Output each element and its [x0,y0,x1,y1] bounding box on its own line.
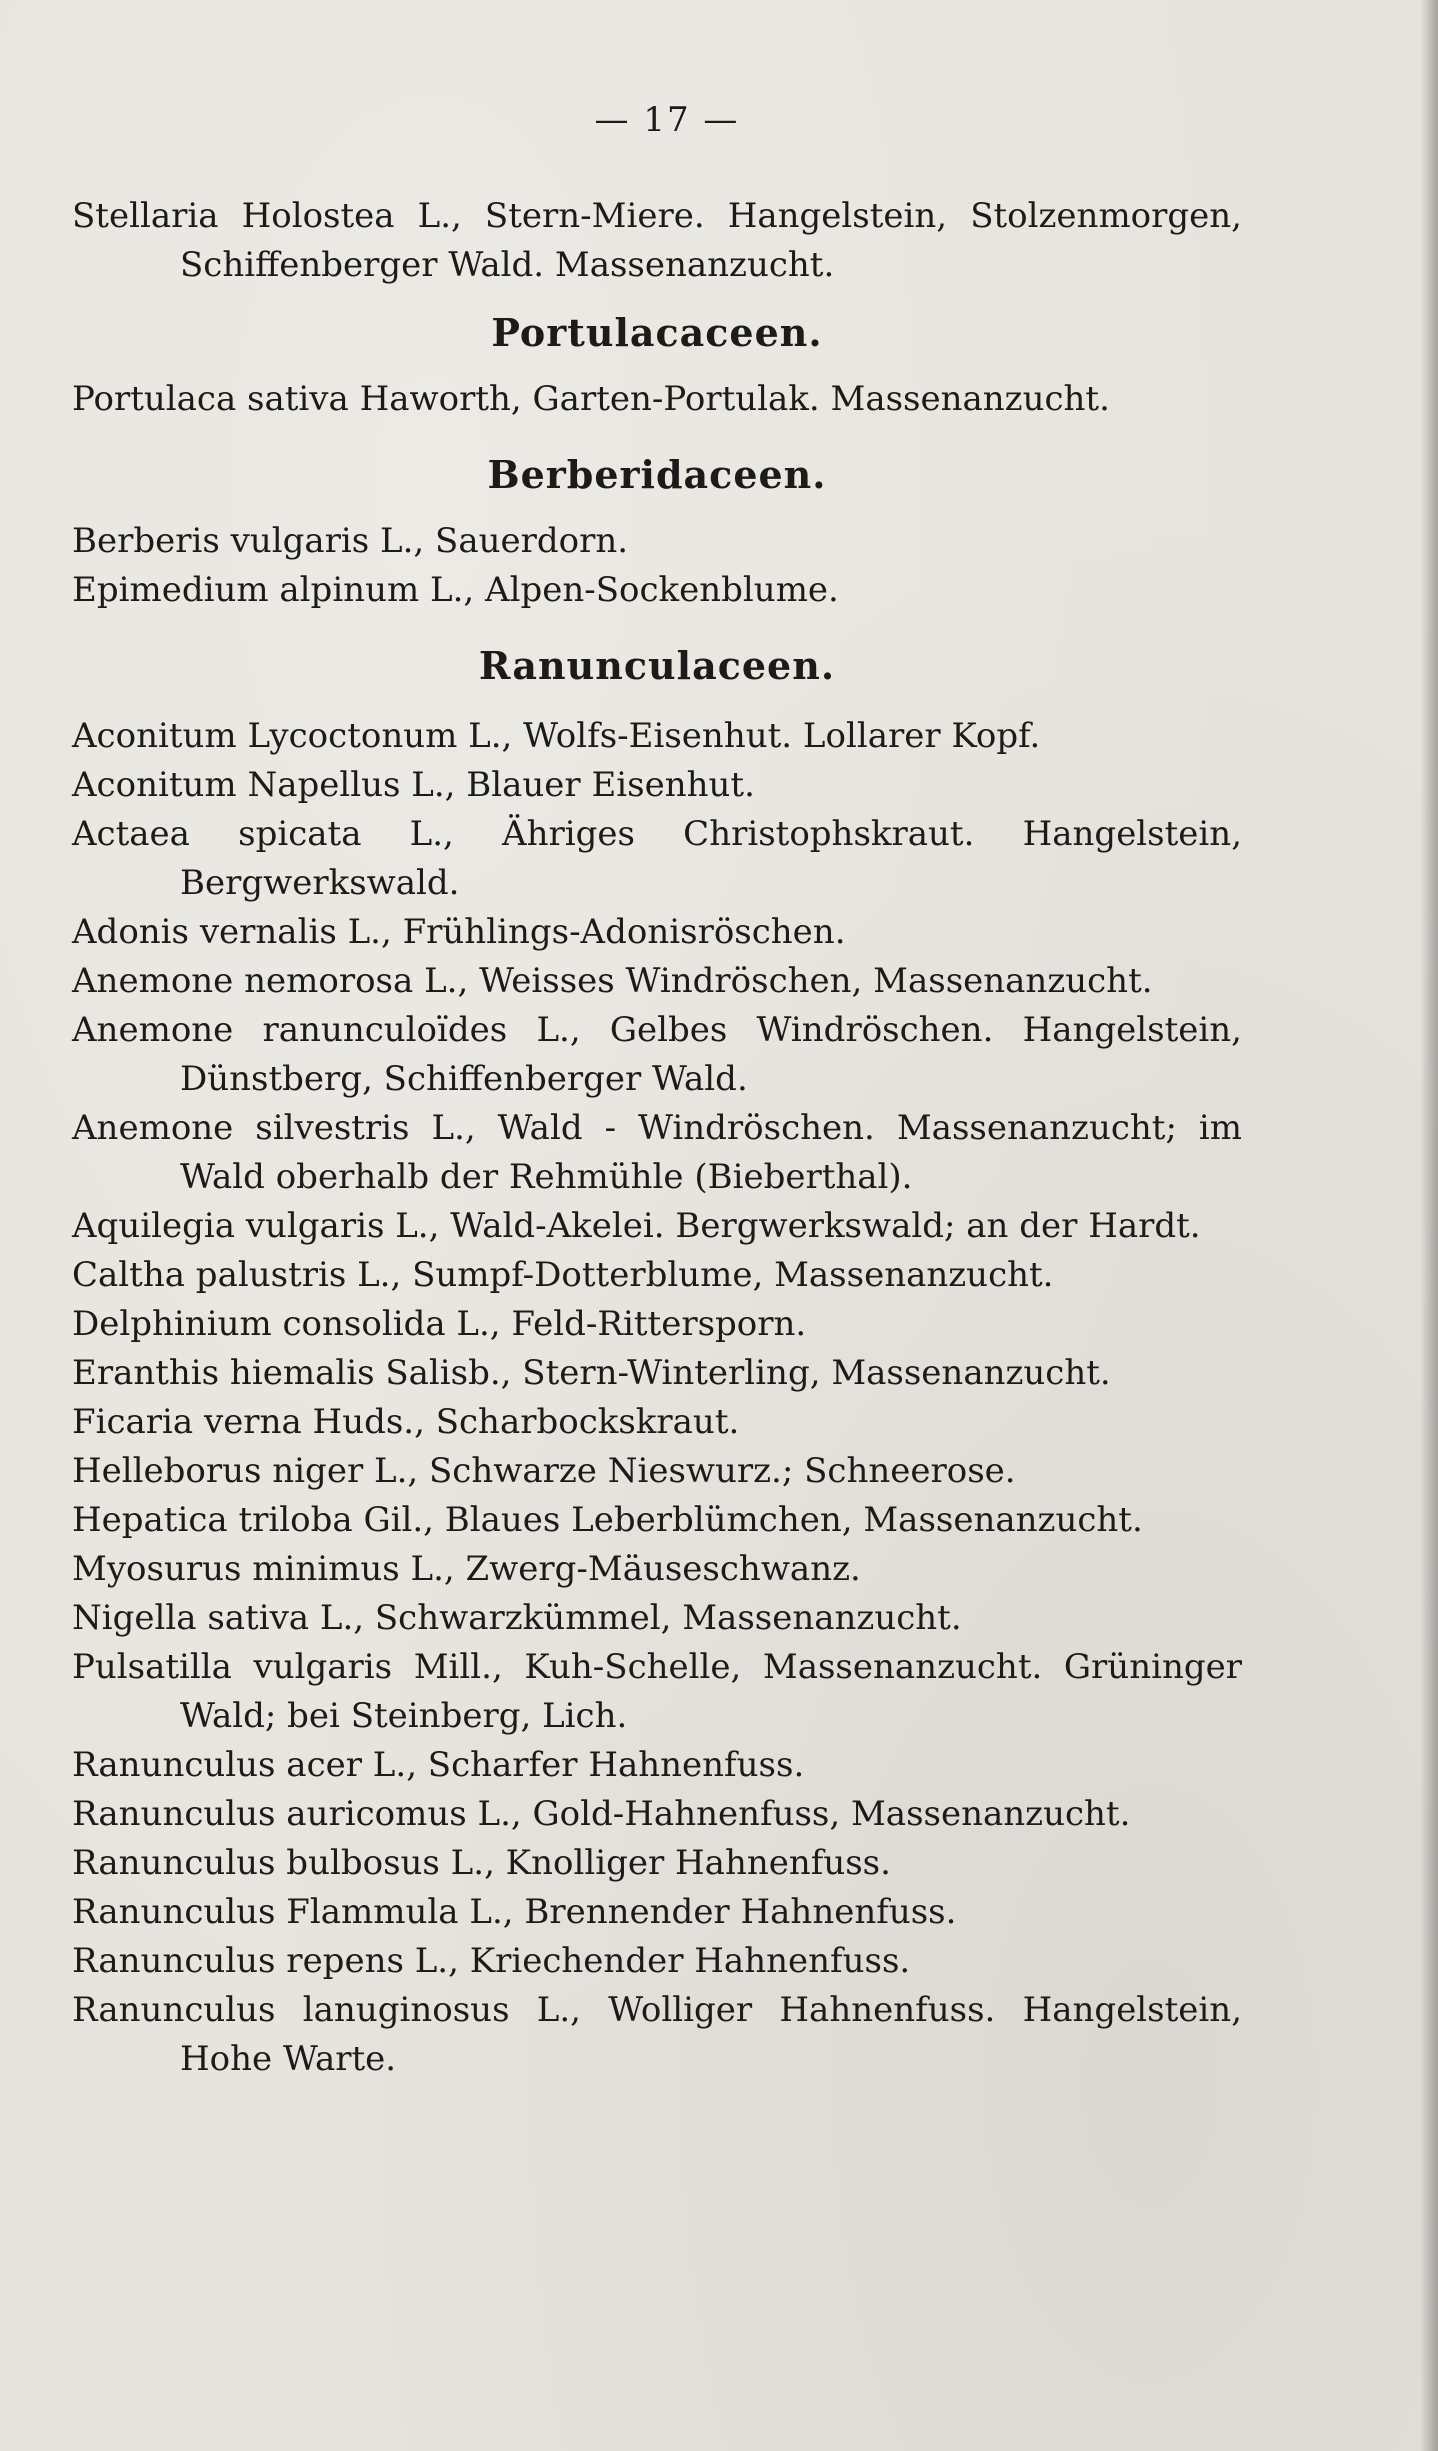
section-berberidaceen [72,452,1242,615]
section-ranunculaceen [72,643,1242,2084]
page-edge-shadow [1420,0,1438,2451]
entry: Caltha palustris L., Sumpf-Dotterblume, Massenanzucht. [72,1255,1054,1295]
entry: Anemone silvestris L., Wald - Windröschen. Massenanzucht; im Wald oberhalb der Rehmühle (Bieberthal). [72,1108,1242,1197]
entry: Anemone ranunculoïdes L., Gelbes Windröschen. Hangelstein, Dünstberg, Schiffenberger Wald. [72,1010,1242,1099]
entry: Portulaca sativa Haworth, Garten-Portulak. Massenanzucht. [72,379,1110,419]
entry: Eranthis hiemalis Salisb., Stern-Winterling, Massenanzucht. [72,1353,1111,1393]
entry: Nigella sativa L., Schwarzkümmel, Massenanzucht. [72,1598,962,1638]
entry: Aconitum Lycoctonum L., Wolfs-Eisenhut. Lollarer Kopf. [72,716,1041,756]
entry: Ranunculus Flammula L., Brennender Hahnenfuss. [72,1892,957,1932]
entry: Ranunculus lanuginosus L., Wolliger Hahnenfuss. Hangelstein, Hohe Warte. [72,1990,1242,2079]
entry: Epimedium alpinum L., Alpen-Sockenblume. [72,570,839,610]
entry: Actaea spicata L., Ähriges Christophskraut. Hangelstein, Bergwerkswald. [72,814,1242,903]
entry: Delphinium consolida L., Feld-Rittersporn. [72,1304,807,1344]
section-heading: Portulacaceen. [491,310,823,355]
entry: Adonis vernalis L., Frühlings-Adonisröschen. [72,912,846,952]
entry: Berberis vulgaris L., Sauerdorn. [72,521,629,561]
entry: Stellaria Holostea L., Stern-Miere. Hangelstein, Stolzenmorgen, Schiffenberger Wald. Massenanzucht. [72,196,1242,285]
intro-entries [72,192,1242,290]
entry: Ficaria verna Huds., Scharbockskraut. [72,1402,740,1442]
section-heading: Ranunculaceen. [478,643,836,688]
entry: Ranunculus bulbosus L., Knolliger Hahnenfuss. [72,1843,891,1883]
section-portulacaceen [72,310,1242,424]
entry: Pulsatilla vulgaris Mill., Kuh-Schelle, Massenanzucht. Grüninger Wald; bei Steinberg, Lich. [72,1647,1242,1736]
entry: Ranunculus auricomus L., Gold-Hahnenfuss, Massenanzucht. [72,1794,1131,1834]
entry: Ranunculus repens L., Kriechender Hahnenfuss. [72,1941,911,1981]
entry: Hepatica triloba Gil., Blaues Leberblümchen, Massenanzucht. [72,1500,1143,1540]
entry: Anemone nemorosa L., Weisses Windröschen, Massenanzucht. [72,961,1153,1001]
entry: Myosurus minimus L., Zwerg-Mäuseschwanz. [72,1549,861,1589]
section-heading: Berberidaceen. [487,452,827,497]
entry: Aquilegia vulgaris L., Wald-Akelei. Bergwerkswald; an der Hardt. [72,1206,1201,1246]
entry: Aconitum Napellus L., Blauer Eisenhut. [72,765,755,805]
entry: Ranunculus acer L., Scharfer Hahnenfuss. [72,1745,805,1785]
entry: Helleborus niger L., Schwarze Nieswurz.; Schneerose. [72,1451,1016,1491]
page-number: — 17 — [594,100,740,140]
